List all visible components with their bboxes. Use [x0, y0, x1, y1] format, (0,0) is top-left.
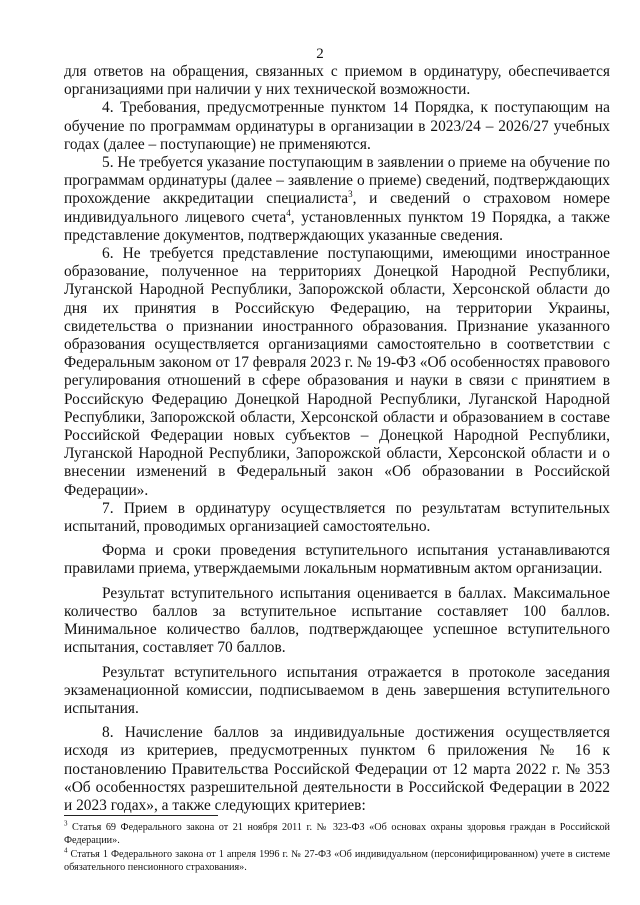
page-number: 2 [316, 46, 324, 62]
paragraph-item-8: 8. Начисление баллов за индивидуальные достижения осуществляется исходя из критериев, предусмотренных пунктом 6 приложения № 16 к постановлению Правительства Российской Федерации от 12 марта 2022 г. № 353 «Об особенностях разрешительной деятельности в Российской Федерации в 2022 и 2023 годах», а также следующих критериев: [64, 724, 610, 814]
footnote-divider [64, 815, 218, 816]
paragraph-item-7: 7. Прием в ординатуру осуществляется по результатам вступительных испытаний, проводимых организацией самостоятельно. [64, 499, 610, 536]
paragraph-exam-result: Результат вступительного испытания отражается в протоколе заседания экзаменационной комиссии, подписываемом в день завершения вступительного испытания. [64, 663, 610, 717]
footnote-text: Статья 69 Федерального закона от 21 ноября 2011 г. № 323-ФЗ «Об основах охраны здоровья граждан в Российской Федерации». [64, 822, 610, 846]
footnote-marker: 4 [64, 846, 68, 855]
paragraph-item-5-text-c: , установленных пунктом 19 Порядка, а также представление документов, подтверждающих указанные сведения. [64, 208, 611, 244]
paragraph-exam-score: Результат вступительного испытания оценивается в баллах. Максимальное количество баллов за вступительное испытание составляет 100 баллов. Минимальное количество баллов, подтверждающее успешное вступительного испытания, составляет 70 баллов. [64, 584, 610, 657]
paragraph-item-5 [64, 154, 610, 245]
paragraph-exam-form: Форма и сроки проведения вступительного испытания устанавливаются правилами приема, утверждаемыми локальным нормативным актом организации. [64, 542, 610, 578]
footnote-4 [64, 846, 610, 874]
paragraph-item-4: 4. Требования, предусмотренные пунктом 14 Порядка, к поступающим на обучение по программам ординатуры в организации в 2023/24 – 2026/27 учебных годах (далее – поступающие) не применяются. [64, 99, 610, 153]
footnote-ref-3[interactable]: 3 [348, 189, 353, 200]
footnote-text: Статья 1 Федерального закона от 1 апреля 1996 г. № 27-ФЗ «Об индивидуальном (персонифицированном) учете в системе обязательного пенсионного страхования». [64, 849, 610, 873]
document-body [64, 63, 610, 815]
paragraph-item-6: 6. Не требуется представление поступающими, имеющими иностранное образование, полученное на территориях Донецкой Народной Республики, Луганской Народной Республики, Запорожской области, Херсонской области до дня их принятия в Российскую Федерацию, на территории Украины, свидетельства о признании иностранного образования. Признание указанного образования осуществляется организациями самостоятельно в соответствии с Федеральным законом от 17 февраля 2023 г. № 19-ФЗ «Об особенностях правового регулирования отношений в сфере образования и науки в связи с принятием в Российскую Федерацию Донецкой Народной Республики, Луганской Народной Республики, Запорожской области, Херсонской области и образованием в составе Российской Федерации новых субъектов – Донецкой Народной Республики, Луганской Народной Республики, Запорожской области, Херсонской области и о внесении изменений в Федеральный закон «Об образовании в Российской Федерации». [64, 245, 610, 499]
paragraph-continuation: для ответов на обращения, связанных с приемом в ординатуру, обеспечивается организациями при наличии у них технической возможности. [64, 63, 610, 99]
paragraph-item-5-text-b: , и сведений о страховом номере индивидуального лицевого счета [64, 190, 611, 226]
paragraph-item-5-text-a: 5. Не требуется указание поступающим в заявлении о приеме на обучение по программам ординатуры (далее – заявление о приеме) сведений, подтверждающих прохождение аккредитации специалиста [64, 154, 610, 208]
footnote-marker: 3 [64, 819, 68, 828]
footnote-3 [64, 819, 610, 847]
footnote-ref-4[interactable]: 4 [286, 207, 291, 218]
footnotes [64, 819, 610, 876]
